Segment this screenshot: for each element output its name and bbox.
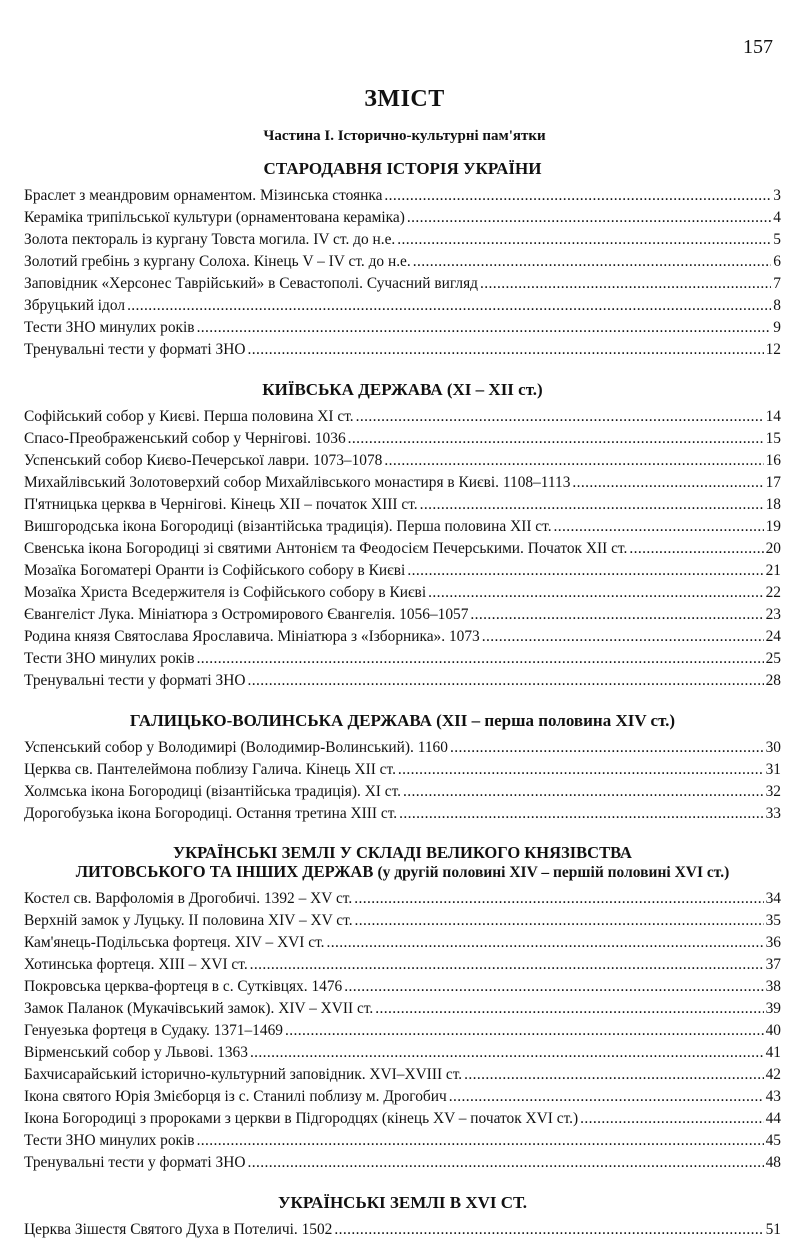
dot-leader: [375, 998, 763, 1020]
toc-entry[interactable]: [24, 229, 781, 251]
toc-entry-page: 43: [765, 1088, 781, 1105]
section-gap: [24, 825, 781, 839]
toc-entry-title: Кам'янець-Подільська фортеця. XIV – XVI ст.: [24, 934, 325, 951]
section-gap: [24, 361, 781, 375]
toc-entry-page: 23: [765, 606, 781, 623]
toc-entry-page: 30: [765, 739, 781, 756]
page-number: 157: [743, 36, 773, 58]
toc-entry[interactable]: [24, 406, 781, 428]
dot-leader: [398, 759, 764, 781]
toc-entry-title: Церква св. Пантелеймона поблизу Галича. Кінець ХІІ ст.: [24, 761, 396, 778]
dot-leader: [334, 1219, 763, 1241]
toc-entry-page: 37: [765, 956, 781, 973]
toc-entry-page: 12: [765, 341, 781, 358]
dot-leader: [354, 888, 763, 910]
toc-entry[interactable]: [24, 910, 781, 932]
toc-entry[interactable]: [24, 1130, 781, 1152]
section-title-line: КИЇВСЬКА ДЕРЖАВА (ХІ – ХІІ ст.): [262, 380, 543, 399]
toc-entry-title: Успенський собор Києво-Печерської лаври. 1073–1078: [24, 452, 383, 469]
toc-entry[interactable]: [24, 1020, 781, 1042]
toc-entry-title: Свенська ікона Богородиці зі святими Антонієм та Феодосієм Печерськими. Початок ХІІ ст.: [24, 540, 628, 557]
toc-entry[interactable]: [24, 273, 781, 295]
toc-entry[interactable]: [24, 295, 781, 317]
dot-leader: [285, 1020, 764, 1042]
toc-entry-title: Успенський собор у Володимирі (Володимир-Волинський). 1160: [24, 739, 448, 756]
toc-entry-page: 16: [765, 452, 781, 469]
toc-entry-page: 17: [765, 474, 781, 491]
toc-entry-page: 32: [765, 783, 781, 800]
toc-entry[interactable]: [24, 251, 781, 273]
toc-entry-title: Замок Паланок (Мукачівський замок). XIV – XVII ст.: [24, 1000, 374, 1017]
toc-entry-page: 19: [765, 518, 781, 535]
toc-entry-page: 18: [765, 496, 781, 513]
dot-leader: [250, 1042, 764, 1064]
toc-entry-page: 36: [765, 934, 781, 951]
dot-leader: [348, 428, 764, 450]
toc-entry-page: 22: [765, 584, 781, 601]
section-title-line: СТАРОДАВНЯ ІСТОРІЯ УКРАЇНИ: [263, 159, 542, 178]
section-title: [24, 379, 781, 400]
dot-leader: [480, 273, 771, 295]
dot-leader: [344, 976, 763, 998]
dot-leader: [470, 604, 763, 626]
toc-entry-title: Ікона Богородиці з пророками з церкви в Підгородцях (кінець XV – початок XVI ст.): [24, 1110, 579, 1127]
dot-leader: [327, 932, 764, 954]
toc-entry-title: Верхній замок у Луцьку. ІІ половина XIV – XV ст.: [24, 912, 353, 929]
toc-entry[interactable]: [24, 759, 781, 781]
dot-leader: [355, 910, 764, 932]
dot-leader: [482, 626, 764, 648]
toc-entry-title: Софійський собор у Києві. Перша половина ХІ ст.: [24, 408, 354, 425]
toc-entry[interactable]: [24, 582, 781, 604]
toc-entry-title: Збруцький ідол: [24, 297, 126, 314]
toc-entry[interactable]: [24, 737, 781, 759]
toc-entry-title: Родина князя Святослава Ярославича. Мініатюра з «Ізборника». 1073: [24, 628, 480, 645]
toc-entry-title: Тести ЗНО минулих років: [24, 650, 195, 667]
toc-entry-title: Тести ЗНО минулих років: [24, 319, 195, 336]
toc-entry[interactable]: [24, 472, 781, 494]
toc-entry[interactable]: [24, 1086, 781, 1108]
dot-leader: [464, 1064, 763, 1086]
toc-entry-page: 42: [765, 1066, 781, 1083]
toc-entry-title: Костел св. Варфоломія в Дрогобичі. 1392 – XV ст.: [24, 890, 353, 907]
toc-entry-page: 21: [765, 562, 781, 579]
toc-entry-page: 35: [765, 912, 781, 929]
dot-leader: [247, 670, 763, 692]
toc-entry[interactable]: [24, 1064, 781, 1086]
toc-entry-page: 14: [765, 408, 781, 425]
toc-entry[interactable]: [24, 976, 781, 998]
dot-leader: [356, 406, 764, 428]
section-gap: [24, 692, 781, 706]
toc-entry-title: Золота пектораль із кургану Товста могила. IV ст. до н.е.: [24, 231, 396, 248]
dot-leader: [407, 560, 763, 582]
dot-leader: [384, 450, 763, 472]
toc-entry[interactable]: [24, 781, 781, 803]
toc-entry[interactable]: [24, 803, 781, 825]
section-title: [24, 843, 781, 882]
toc-entry-page: 45: [765, 1132, 781, 1149]
toc-entry[interactable]: [24, 604, 781, 626]
section-title: [24, 1192, 781, 1213]
toc-entry[interactable]: [24, 450, 781, 472]
part-heading: Частина І. Історично-культурні пам'ятки: [263, 128, 546, 144]
toc-entry-title: Ікона святого Юрія Змієборця із с. Станилі поблизу м. Дрогобич: [24, 1088, 447, 1105]
toc-entry-page: 51: [765, 1221, 781, 1238]
toc-entry[interactable]: [24, 888, 781, 910]
toc-entry-title: Золотий гребінь з кургану Солоха. Кінець V – IV ст. до н.е.: [24, 253, 411, 270]
toc-entry-title: Хотинська фортеця. XIII – XVI ст.: [24, 956, 248, 973]
toc-entry[interactable]: [24, 339, 781, 361]
toc-entry-page: 15: [765, 430, 781, 447]
dot-leader: [250, 954, 764, 976]
dot-leader: [407, 207, 771, 229]
toc-entry-title: Генуезька фортеця в Судаку. 1371–1469: [24, 1022, 283, 1039]
toc-entry[interactable]: [24, 1219, 781, 1241]
toc-entry-title: Мозаїка Христа Вседержителя із Софійського собору в Києві: [24, 584, 427, 601]
toc-entry[interactable]: [24, 207, 781, 229]
toc-entry-page: 24: [765, 628, 781, 645]
section-title-line: ГАЛИЦЬКО-ВОЛИНСЬКА ДЕРЖАВА (ХІІ – перша половина XIV ст.): [129, 711, 676, 730]
section-title-line: УКРАЇНСЬКІ ЗЕМЛІ У СКЛАДІ ВЕЛИКОГО КНЯЗІВСТВА: [173, 843, 632, 862]
toc-entry-title: Вишгородська ікона Богородиці (візантійська традиція). Перша половина ХІІ ст.: [24, 518, 552, 535]
toc-entry-title: Михайлівський Золотоверхий собор Михайлівського монастиря в Києві. 1108–1113: [24, 474, 571, 491]
toc-entry-title: Спасо-Преображенський собор у Чернігові. 1036: [24, 430, 346, 447]
toc-entry[interactable]: [24, 538, 781, 560]
toc-entry-page: 44: [765, 1110, 781, 1127]
toc-entry-page: 28: [765, 672, 781, 689]
toc-entry-title: Покровська церква-фортеця в с. Сутківцях. 1476: [24, 978, 343, 995]
toc-entry-title: Заповідник «Херсонес Таврійський» в Севастополі. Сучасний вигляд: [24, 275, 478, 292]
toc-entry-title: Євангеліст Лука. Мініатюра з Остромирового Євангелія. 1056–1057: [24, 606, 469, 623]
toc-entry[interactable]: [24, 932, 781, 954]
dot-leader: [572, 472, 763, 494]
section-title-line: [24, 862, 781, 882]
dot-leader: [449, 1086, 764, 1108]
dot-leader: [197, 317, 772, 339]
toc-entry-title: Церква Зішестя Святого Духа в Потеличі. 1502: [24, 1221, 333, 1238]
dot-leader: [403, 781, 764, 803]
toc-entry-title: Тренувальні тести у форматі ЗНО: [24, 341, 246, 358]
dot-leader: [450, 737, 764, 759]
toc-entry-title: Тести ЗНО минулих років: [24, 1132, 195, 1149]
toc-entry[interactable]: [24, 998, 781, 1020]
toc-entry-page: 40: [765, 1022, 781, 1039]
dot-leader: [197, 1130, 764, 1152]
toc-entry-page: 25: [765, 650, 781, 667]
toc-entry[interactable]: [24, 1042, 781, 1064]
toc-entry[interactable]: [24, 670, 781, 692]
toc-entry-page: 9: [773, 319, 781, 336]
toc-entry-page: 20: [765, 540, 781, 557]
toc-entry-title: Холмська ікона Богородиці (візантійська традиція). ХІ ст.: [24, 783, 402, 800]
dot-leader: [413, 251, 772, 273]
toc-entry[interactable]: [24, 954, 781, 976]
dot-leader: [580, 1108, 763, 1130]
dot-leader: [197, 648, 764, 670]
toc-entry-page: 5: [773, 231, 781, 248]
section-gap: [24, 1174, 781, 1188]
toc-entry-page: 41: [765, 1044, 781, 1061]
toc-entry-title: Кераміка трипільської культури (орнаментована кераміка): [24, 209, 405, 226]
toc-entry-page: 34: [765, 890, 781, 907]
page-title: ЗМІСТ: [364, 86, 445, 112]
toc-entry[interactable]: [24, 648, 781, 670]
toc-entry-page: 3: [773, 187, 781, 204]
toc-entry-page: 8: [773, 297, 781, 314]
toc-entry[interactable]: [24, 560, 781, 582]
toc-entry-page: 39: [765, 1000, 781, 1017]
toc-entry[interactable]: [24, 494, 781, 516]
dot-leader: [399, 803, 763, 825]
toc-entry-title: Дорогобузька ікона Богородиці. Остання третина XIII ст.: [24, 805, 398, 822]
dot-leader: [428, 582, 764, 604]
section-title-subtitle: (у другій половині XIV – першій половині XVI ст.): [377, 864, 730, 881]
dot-leader: [629, 538, 763, 560]
section-title-line: УКРАЇНСЬКІ ЗЕМЛІ В XVI СТ.: [278, 1193, 527, 1212]
toc-entry[interactable]: [24, 626, 781, 648]
toc-entry-title: Мозаїка Богоматері Оранти із Софійського собору в Києві: [24, 562, 406, 579]
dot-leader: [420, 494, 764, 516]
toc-entry-page: 31: [765, 761, 781, 778]
section-title-part: ЛИТОВСЬКОГО ТА ІНШИХ ДЕРЖАВ: [75, 862, 374, 881]
toc-entry[interactable]: [24, 428, 781, 450]
toc-entry-title: П'ятницька церква в Чернігові. Кінець ХІІ – початок ХІІІ ст.: [24, 496, 418, 513]
dot-leader: [554, 516, 764, 538]
toc-entry-title: Тренувальні тести у форматі ЗНО: [24, 672, 246, 689]
toc-entry-title: Браслет з меандровим орнаментом. Мізинська стоянка: [24, 187, 383, 204]
toc-entry-page: 4: [773, 209, 781, 226]
toc-entry-page: 48: [765, 1154, 781, 1171]
toc-entry[interactable]: [24, 185, 781, 207]
section-title: [24, 710, 781, 731]
section-title: [24, 158, 781, 179]
dot-leader: [384, 185, 771, 207]
toc-entry-page: 33: [765, 805, 781, 822]
dot-leader: [247, 1152, 763, 1174]
toc-entry-page: 7: [773, 275, 781, 292]
toc-entry[interactable]: [24, 1108, 781, 1130]
toc-entry[interactable]: [24, 317, 781, 339]
toc-entry-title: Вірменський собор у Львові. 1363: [24, 1044, 248, 1061]
toc-entry-title: Тренувальні тести у форматі ЗНО: [24, 1154, 246, 1171]
toc-entry-page: 6: [773, 253, 781, 270]
toc-entry[interactable]: [24, 516, 781, 538]
dot-leader: [397, 229, 771, 251]
table-of-contents: [24, 154, 781, 1241]
toc-entry[interactable]: [24, 1152, 781, 1174]
dot-leader: [127, 295, 771, 317]
toc-entry-page: 38: [765, 978, 781, 995]
toc-entry-title: Бахчисарайський історично-культурний заповідник. XVI–XVIII ст.: [24, 1066, 463, 1083]
dot-leader: [247, 339, 763, 361]
